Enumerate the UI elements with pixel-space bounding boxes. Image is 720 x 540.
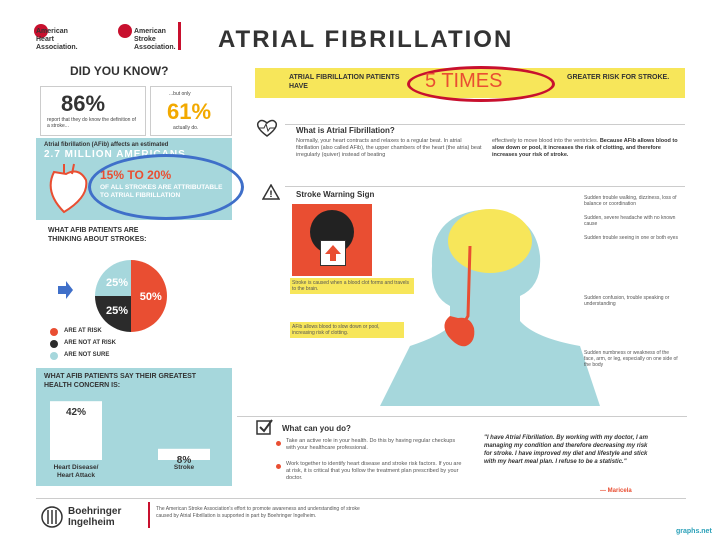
sign-5: Sudden numbness or weakness of the face, arm, or leg, especially on one side of the body bbox=[584, 350, 678, 368]
warning-title: Stroke Warning Sign bbox=[296, 190, 375, 199]
checkbox-icon bbox=[256, 418, 274, 436]
bullet-2 bbox=[276, 464, 281, 469]
what-is-col1: Normally, your heart contracts and relaxes to a regular beat. In atrial fibrillation (also called AFib), the upper chambers of the heart (the atria) beat irregularly (quiver) instead of beating bbox=[296, 138, 482, 158]
sponsor-line1: Boehringer bbox=[68, 506, 122, 517]
strokes-text: OF ALL STROKES ARE ATTRIBUTABLE TO ATRIAL FIBRILLATION bbox=[100, 184, 223, 199]
legend-at-risk: ARE AT RISK bbox=[64, 328, 102, 334]
thinking-title: WHAT AFIB PATIENTS ARE THINKING ABOUT STROKES: bbox=[48, 227, 147, 243]
banner-highlight: 5 TIMES bbox=[425, 70, 503, 92]
clot-caption: Stroke is caused when a blood clot forms and travels to the brain. bbox=[290, 278, 414, 294]
blue-highlight-ellipse bbox=[88, 154, 244, 220]
sign-3: Sudden trouble seeing in one or both eyes bbox=[584, 235, 678, 241]
quote-author: — Maricela bbox=[600, 488, 632, 494]
concern-bar-chart bbox=[46, 392, 226, 484]
org2-line1: American bbox=[134, 28, 166, 35]
stat1-text: report that they do know the definition of a stroke... bbox=[47, 117, 136, 129]
legend-dot-not-at-risk bbox=[50, 340, 58, 348]
bar-category-0-1: Heart Attack bbox=[56, 472, 96, 479]
footer-red-divider bbox=[148, 502, 150, 528]
warning-icon bbox=[262, 184, 280, 200]
what-can-item-1: Take an active role in your health. Do this by having regular checkups with your healthcare professional. bbox=[286, 438, 456, 451]
org2-line3: Association. bbox=[134, 44, 176, 51]
bar-value-0: 42% bbox=[65, 407, 87, 419]
up-arrow-icon bbox=[320, 240, 346, 266]
legend-not-sure: ARE NOT SURE bbox=[64, 352, 110, 358]
stat-box-86 bbox=[40, 86, 146, 136]
what-can-item-2: Work together to identify heart disease and stroke risk factors. If you are at risk, it is critical that you follow the treatment plan prescribed by your doctor. bbox=[286, 461, 462, 481]
heart-anatomy-icon bbox=[44, 162, 94, 216]
bar-category-1-0: Stroke bbox=[173, 464, 195, 471]
pie-label-1: 25% bbox=[105, 305, 129, 318]
footer-divider bbox=[36, 498, 686, 499]
sponsor-name bbox=[68, 506, 121, 528]
stroke-logo-icon bbox=[118, 24, 132, 38]
divider-3 bbox=[237, 416, 687, 417]
risk-banner bbox=[255, 68, 685, 98]
concern-panel bbox=[36, 368, 232, 486]
heartbeat-icon bbox=[256, 118, 278, 138]
strokes-pct: 15% TO 20% bbox=[100, 168, 172, 182]
stat1-value: 86% bbox=[61, 91, 106, 116]
legend-dot-not-sure bbox=[50, 352, 58, 360]
stat2-pre: ...but only bbox=[169, 91, 191, 97]
bar-category-0-0: Heart Disease/ bbox=[53, 464, 99, 471]
footer-text: The American Stroke Association's effort to promote awareness and understanding of stroke caused by Atrial Fibrillation is supported in part by Boehringer Ingelheim. bbox=[156, 506, 360, 519]
stat-box-61 bbox=[150, 86, 232, 136]
svg-text:!: ! bbox=[269, 189, 273, 199]
pie-chart bbox=[76, 256, 186, 336]
patient-quote: "I have Atrial Fibrillation. By working with my doctor, I am managing my condition and therefore decreasing my risk for stroke. I have improved my diet and lifestyle and stick with my heart meal plan. I refuse to be a statistic." bbox=[484, 435, 648, 465]
banner-left-text: ATRIAL FIBRILLATION PATIENTS HAVE bbox=[289, 74, 400, 90]
did-you-know-heading: DID YOU KNOW? bbox=[70, 64, 169, 78]
header-divider bbox=[178, 22, 181, 50]
what-is-col2-bold: Because AFib allows blood to slow down or pool, it increases the risk of clotting, and therefore increases your risk of stroke. bbox=[492, 138, 678, 158]
concern-title: WHAT AFIB PATIENTS SAY THEIR GREATEST HEALTH CONCERN IS: bbox=[44, 373, 197, 389]
org2-line2: Stroke bbox=[134, 36, 156, 43]
stat2-text: actually do. bbox=[173, 125, 199, 131]
banner-right-text: GREATER RISK FOR STROKE. bbox=[567, 74, 670, 81]
afib-count: 2.7 MILLION AMERICANS bbox=[44, 149, 186, 160]
sign-1: Sudden trouble walking, dizziness, loss of balance or coordination bbox=[584, 195, 677, 207]
pie-label-2: 25% bbox=[105, 276, 129, 289]
bullet-1 bbox=[276, 441, 281, 446]
divider-2 bbox=[285, 186, 685, 187]
stat2-value: 61% bbox=[167, 99, 212, 124]
afib-caption: AFib allows blood to slow down or pool, increasing risk of clotting. bbox=[290, 322, 404, 338]
what-is-title: What is Atrial Fibrillation? bbox=[296, 126, 395, 135]
blue-arrow-icon bbox=[58, 280, 74, 300]
org1-line3: Association. bbox=[36, 44, 78, 51]
clot-panel bbox=[292, 204, 372, 276]
legend-not-at-risk: ARE NOT AT RISK bbox=[64, 340, 116, 346]
aha-logo bbox=[34, 20, 184, 52]
boehringer-logo-icon bbox=[40, 506, 64, 528]
bar-value-1: 8% bbox=[176, 454, 192, 466]
what-is-col2-plain: effectively to move blood into the ventricles. bbox=[492, 138, 599, 144]
afib-stats-panel bbox=[36, 138, 232, 220]
org1-line1: American bbox=[36, 28, 68, 35]
sign-2: Sudden, severe headache with no known cause bbox=[584, 215, 676, 227]
afib-intro: Atrial fibrillation (AFib) affects an estimated bbox=[44, 142, 169, 148]
sign-4: Sudden confusion, trouble speaking or understanding bbox=[584, 295, 670, 307]
sponsor-line2: Ingelheim bbox=[68, 517, 115, 528]
page-title: ATRIAL FIBRILLATION bbox=[218, 26, 514, 53]
org1-line2: Heart bbox=[36, 36, 54, 43]
divider-1 bbox=[285, 124, 685, 125]
what-is-col2 bbox=[492, 138, 680, 159]
what-can-title: What can you do? bbox=[282, 424, 351, 433]
legend-dot-at-risk bbox=[50, 328, 58, 336]
credit-text: graphs.net bbox=[676, 528, 712, 535]
pie-label-0: 50% bbox=[139, 291, 162, 303]
